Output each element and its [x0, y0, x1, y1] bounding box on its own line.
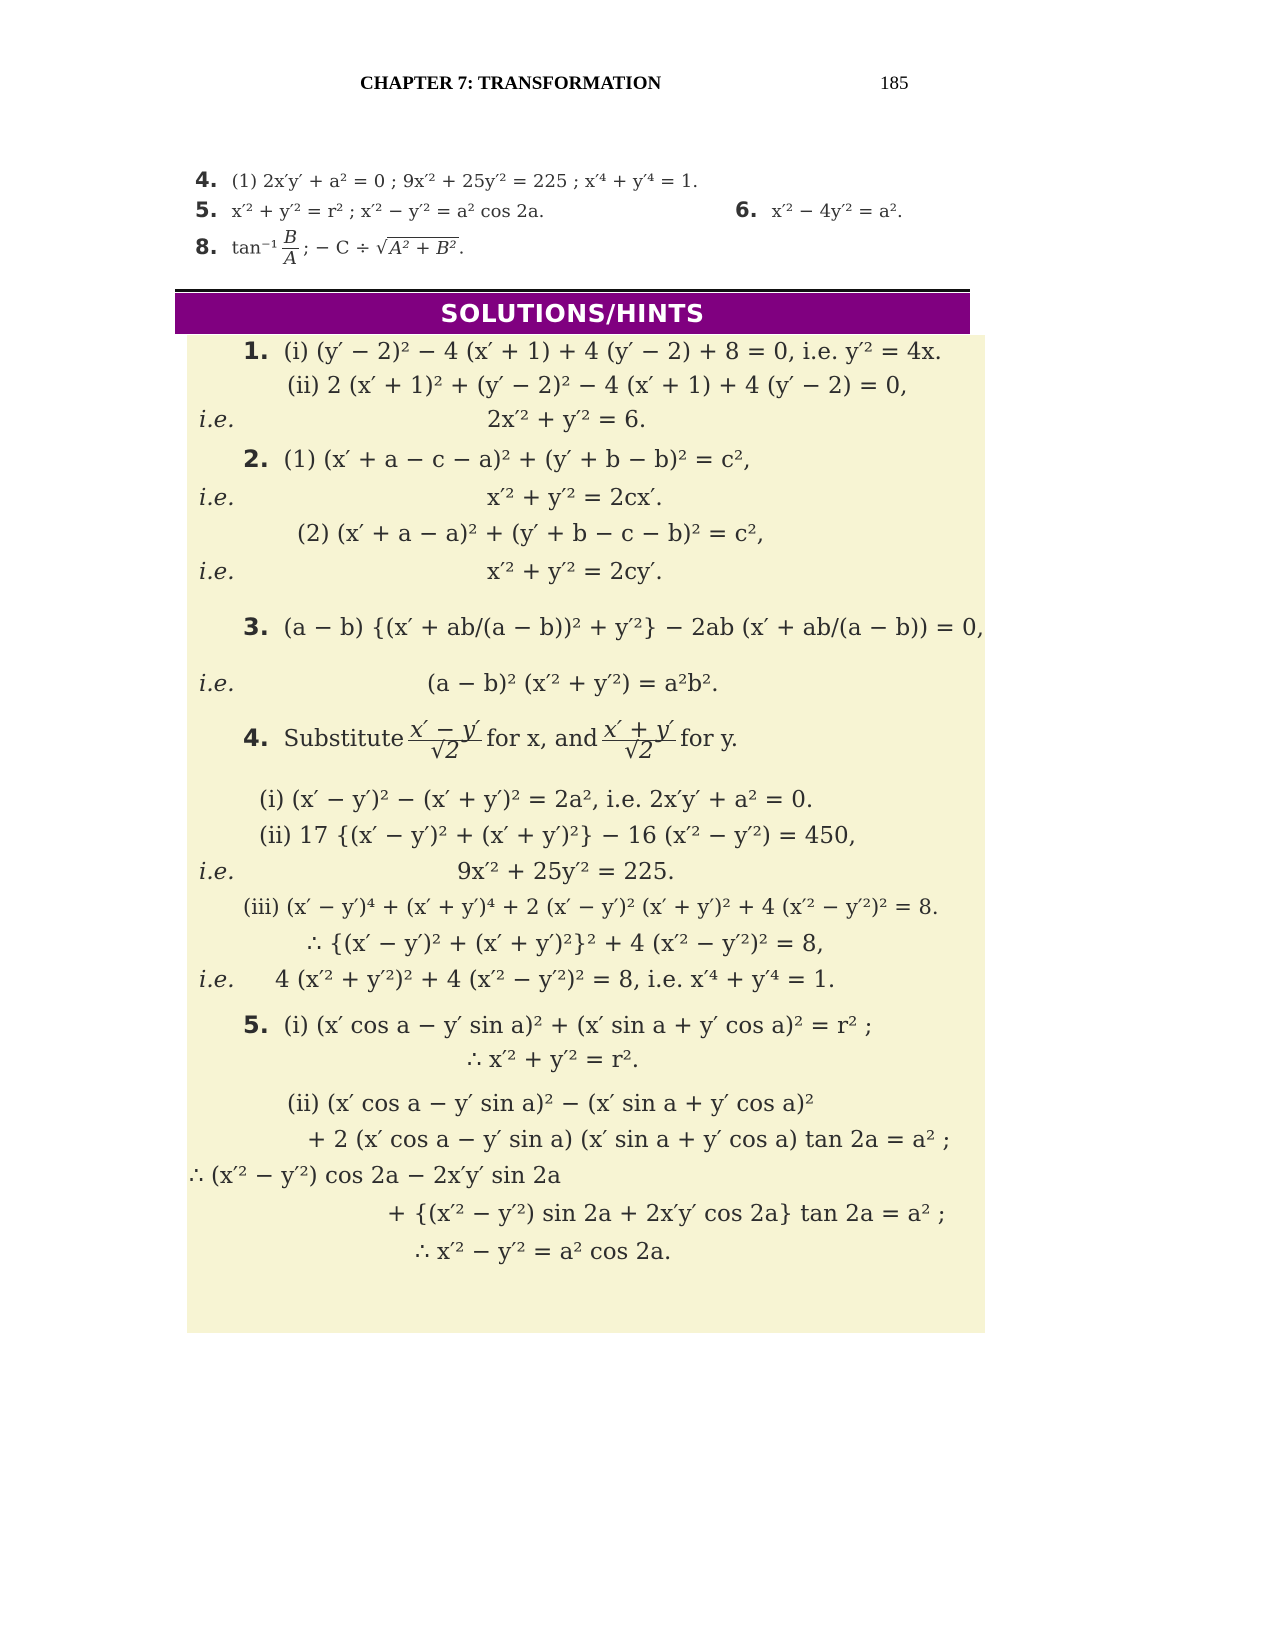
solution-5-result: ∴ x′² − y′² = a² cos 2a.	[415, 1239, 672, 1265]
solution-4-iii: (iii) (x′ − y′)⁴ + (x′ + y′)⁴ + 2 (x′ − y′)² (x′ + y′)² + 4 (x′² − y′²)² = 8.	[243, 895, 939, 919]
answer-4	[195, 168, 698, 192]
answer-6	[735, 198, 903, 222]
answer-5	[195, 198, 544, 222]
solutions-banner: SOLUTIONS/HINTS	[175, 293, 970, 334]
ie-label: i.e.	[199, 559, 235, 585]
solution-5-therefore: ∴ (x′² − y′²) cos 2a − 2x′y′ sin 2a	[189, 1163, 562, 1189]
chapter-title: CHAPTER 7: TRANSFORMATION	[360, 73, 662, 94]
solution-1-ii: (ii) 2 (x′ + 1)² + (y′ − 2)² − 4 (x′ + 1) + 4 (y′ − 2) = 0,	[287, 373, 908, 399]
page-number: 185	[880, 73, 909, 94]
fraction: $\frac{x' + y'}{√2}$	[603, 716, 675, 764]
solutions-scan	[187, 335, 985, 1333]
ie-label: i.e.	[199, 485, 235, 511]
solution-3: 3. (a − b) {(x′ + ab/(a − b))² + y′²} − 2ab (x′ + ab/(a − b)) = 0,	[243, 613, 984, 641]
solution-3-result: (a − b)² (x′² + y′²) = a²b².	[427, 671, 719, 697]
solution-2-2: (2) (x′ + a − a)² + (y′ + b − c − b)² = c²,	[297, 521, 765, 547]
answer-number: 8.	[195, 234, 218, 259]
answer-number: 5.	[195, 198, 218, 222]
solution-2-1: 2. (1) (x′ + a − c − a)² + (y′ + b − b)² = c²,	[243, 445, 751, 473]
solution-5-i: 5. (i) (x′ cos a − y′ sin a)² + (x′ sin a + y′ cos a)² = r² ;	[243, 1011, 873, 1039]
solution-2-result-1: x′² + y′² = 2cx′.	[487, 485, 663, 511]
answer-text: x′² + y′² = r² ; x′² − y′² = a² cos 2a.	[231, 201, 545, 222]
solution-5-continued: + {(x′² − y′²) sin 2a + 2x′y′ cos 2a} tan 2a = a² ;	[387, 1201, 946, 1227]
section-divider	[175, 289, 970, 292]
solution-4: 4. Substitute $\frac{x' - y'}{√2}$ for x, and $\frac{x' + y'}{√2}$ for y.	[243, 716, 739, 764]
ie-label: i.e.	[199, 859, 235, 885]
solution-5-i-result: ∴ x′² + y′² = r².	[467, 1047, 640, 1073]
radicand: A² + B²	[389, 237, 457, 259]
solution-4-therefore: ∴ {(x′ − y′)² + (x′ + y′)²}² + 4 (x′² − y′²)² = 8,	[307, 931, 824, 957]
solution-4-final: 4 (x′² + y′²)² + 4 (x′² − y′²)² = 8, i.e. x′⁴ + y′⁴ = 1.	[275, 967, 836, 993]
ie-label: i.e.	[199, 407, 235, 433]
solution-1-i: 1. (i) (y′ − 2)² − 4 (x′ + 1) + 4 (y′ − 2) + 8 = 0, i.e. y′² = 4x.	[243, 337, 942, 365]
solution-4-i: (i) (x′ − y′)² − (x′ + y′)² = 2a², i.e. 2x′y′ + a² = 0.	[259, 787, 814, 813]
answers-block	[195, 168, 975, 278]
solution-2-result-2: x′² + y′² = 2cy′.	[487, 559, 663, 585]
solution-5-ii: (ii) (x′ cos a − y′ sin a)² − (x′ sin a + y′ cos a)²	[287, 1091, 815, 1117]
fraction: $\frac{B}{A}$	[283, 227, 298, 269]
answer-text: tan⁻¹	[231, 237, 278, 259]
fraction: $\frac{x' - y'}{√2}$	[410, 716, 481, 764]
answer-text: (1) 2x′y′ + a² = 0 ; 9x′² + 25y′² = 225 ; x′⁴ + y′⁴ = 1.	[231, 171, 699, 192]
solution-5-ii-continued: + 2 (x′ cos a − y′ sin a) (x′ sin a + y′ cos a) tan 2a = a² ;	[307, 1127, 951, 1153]
ie-label: i.e.	[199, 671, 235, 697]
answer-text: x′² − 4y′² = a².	[771, 201, 903, 222]
answer-8: 8. tan⁻¹ $\frac{B}{A}$ ; − C ÷ √ A² + B² .	[195, 227, 465, 269]
ie-label: i.e.	[199, 967, 235, 993]
solution-4-result: 9x′² + 25y′² = 225.	[457, 859, 675, 885]
answer-number: 4.	[195, 168, 218, 192]
solution-4-ii: (ii) 17 {(x′ − y′)² + (x′ + y′)²} − 16 (x′² − y′²) = 450,	[259, 823, 856, 849]
solution-1-result: 2x′² + y′² = 6.	[487, 407, 647, 433]
answer-number: 6.	[735, 198, 758, 222]
